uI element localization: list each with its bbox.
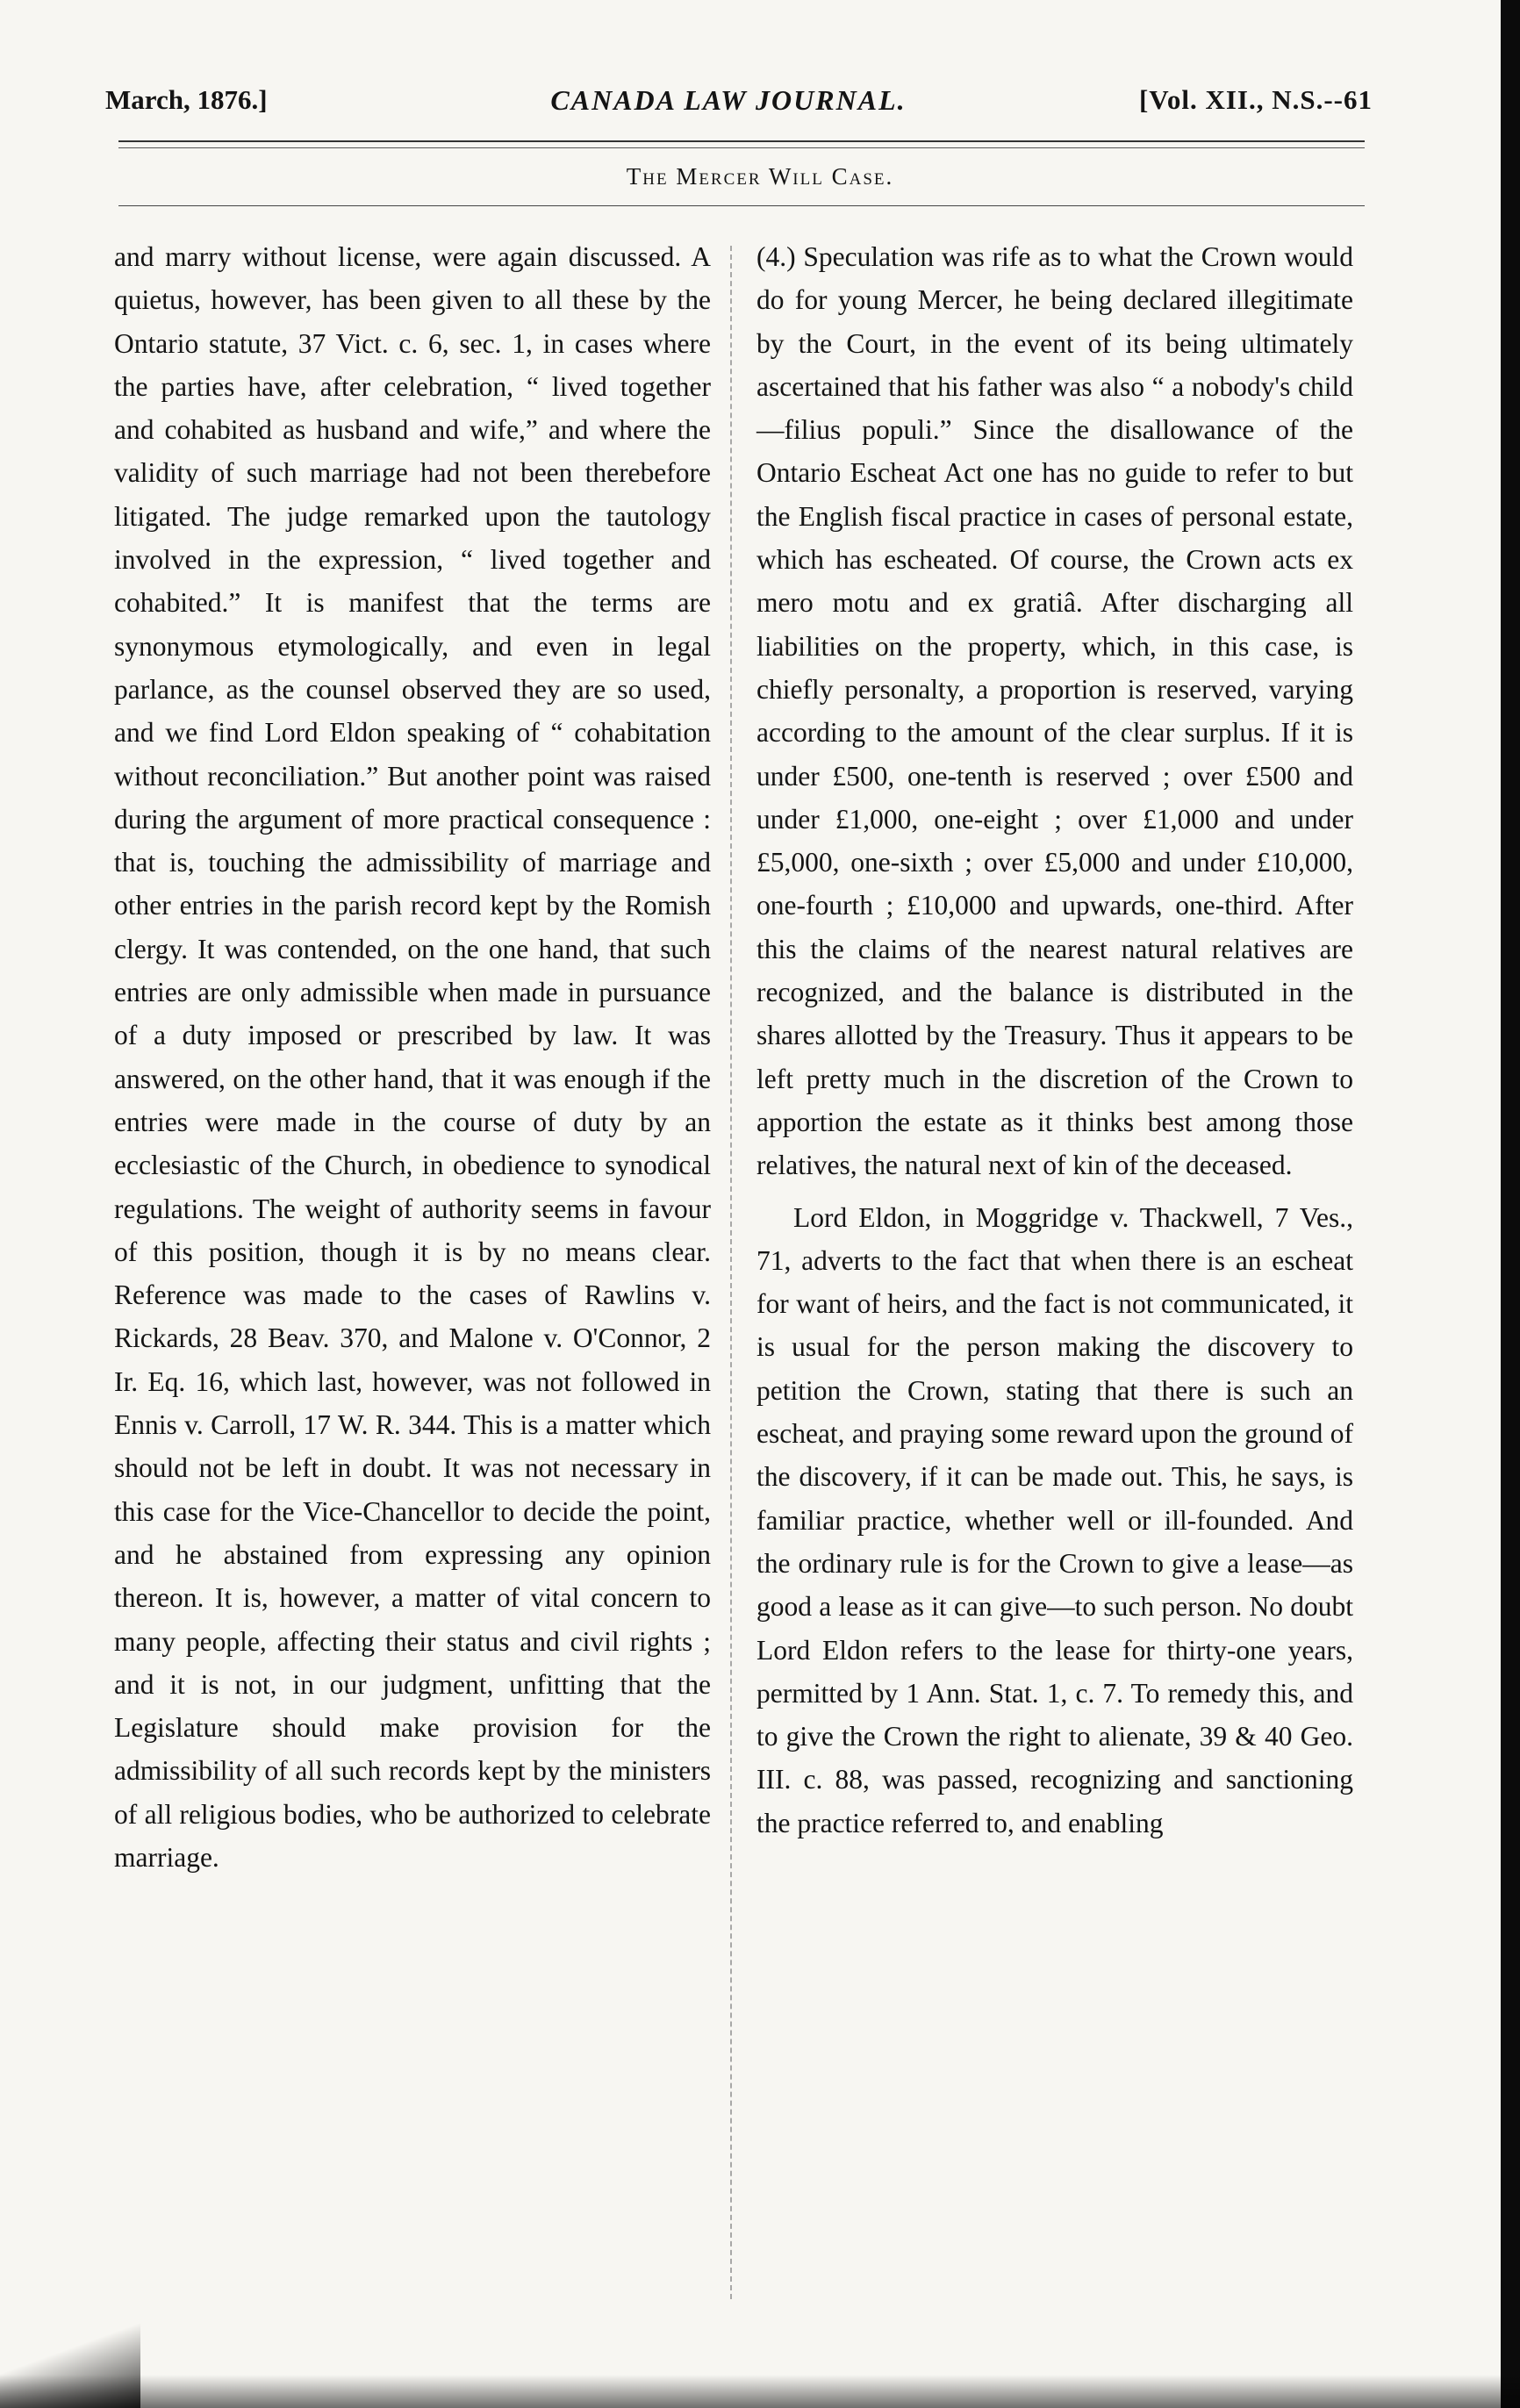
header-date: March, 1876.] xyxy=(105,84,268,115)
scan-bottom-shadow xyxy=(0,2361,1520,2408)
article-subtitle: The Mercer Will Case. xyxy=(626,163,894,190)
scan-right-edge xyxy=(1501,0,1520,2408)
header-volume: [Vol. XII., N.S.--61 xyxy=(1138,84,1373,115)
right-paragraph-2: Lord Eldon, in Moggridge v. Thackwell, 7 Ves., 71, adverts to the fact that when there is an escheat for want of heirs, and the fact is not communicated, it is usual for the person making the discovery to petition the Crown, stating that there is such an escheat, and praying some reward upon the ground of the discovery, if it can be made out. This, he says, is familiar practice, whether well or ill-founded. And the ordinary rule is for the Crown to give a lease—as good a lease as it can give—to such person. No doubt Lord Eldon refers to the lease for thirty-one years, permitted by 1 Ann. Stat. 1, c. 7. To remedy this, and to give the Crown the right to alienate, 39 & 40 Geo. III. c. 88, was passed, recognizing and sanctioning the practice referred to, and enabling xyxy=(756,1201,1353,1838)
left-paragraph: and marry without license, were again discussed. A quietus, however, has been given to all these by the Ontario statute, 37 Vict. c. 6, sec. 1, in cases where the parties have, after celebration, “ lived together and cohabited as husband and wife,” and where the validity of such marriage had not been therebefore litigated. The judge remarked upon the tautology involved in the expression, “ lived together and cohabited.” It is manifest that the terms are synonymous etymologically, and even in legal parlance, as the counsel observed they are so used, and we find Lord Eldon speaking of “ cohabitation without reconciliation.” But another point was raised during the argument of more practical consequence : that is, touching the admissibility of marriage and other entries in the parish record kept by the Romish clergy. It was contended, on the one hand, that such entries are only admissible when made in pursuance of a duty imposed or prescribed by law. It was answered, on the other hand, that it was enough if the entries were made in the course of duty by an ecclesiastic of the Church, in obedience to synodical regulations. The weight of authority seems in favour of this position, though it is by no means clear. Reference was made to the cases of Rawlins v. Rickards, 28 Beav. 370, and Malone v. O'Connor, 2 Ir. Eq. 16, which last, however, was not followed in Ennis v. Carroll, 17 W. R. 344. This is a matter which should not be left in doubt. It was not necessary in this case for the Vice-Chancellor to decide the point, and he abstained from expressing any opinion thereon. It is, however, a matter of vital concern to many people, affecting their status and civil rights ; and it is not, in our judgment, unfitting that the Legislature should make provision for the admissibility of all such records kept by the ministers of all religious bodies, who be authorized to celebrate marriage. xyxy=(114,241,711,1873)
right-column xyxy=(756,235,1353,1845)
header-journal-title: CANADA LAW JOURNAL. xyxy=(550,84,907,116)
header-rule-bottom xyxy=(118,147,1365,148)
column-divider xyxy=(730,246,732,2299)
right-paragraph-1: (4.) Speculation was rife as to what the Crown would do for young Mercer, he being declared illegitimate by the Court, in the event of its being ultimately ascertained that his father was also “ a nobody's child—filius populi.” Since the disallowance of the Ontario Escheat Act one has no guide to refer to but the English fiscal practice in cases of personal estate, which has escheated. Of course, the Crown acts ex mero motu and ex gratiâ. After discharging all liabilities on the property, which, in this case, is chiefly personalty, a proportion is reserved, varying according to the amount of the clear surplus. If it is under £500, one-tenth is reserved ; over £500 and under £1,000, one-eight ; over £1,000 and under £5,000, one-sixth ; over £5,000 and under £10,000, one-fourth ; £10,000 and upwards, one-third. After this the claims of the nearest natural relatives are recognized, and the balance is distributed in the shares allotted by the Treasury. Thus it appears to be left pretty much in the discretion of the Crown to apportion the estate as it thinks best among those relatives, the natural next of kin of the deceased. xyxy=(756,241,1353,1181)
header-rule-top xyxy=(118,140,1365,142)
running-header xyxy=(97,84,1373,128)
left-column xyxy=(114,235,711,1879)
subtitle-rule xyxy=(118,205,1365,206)
